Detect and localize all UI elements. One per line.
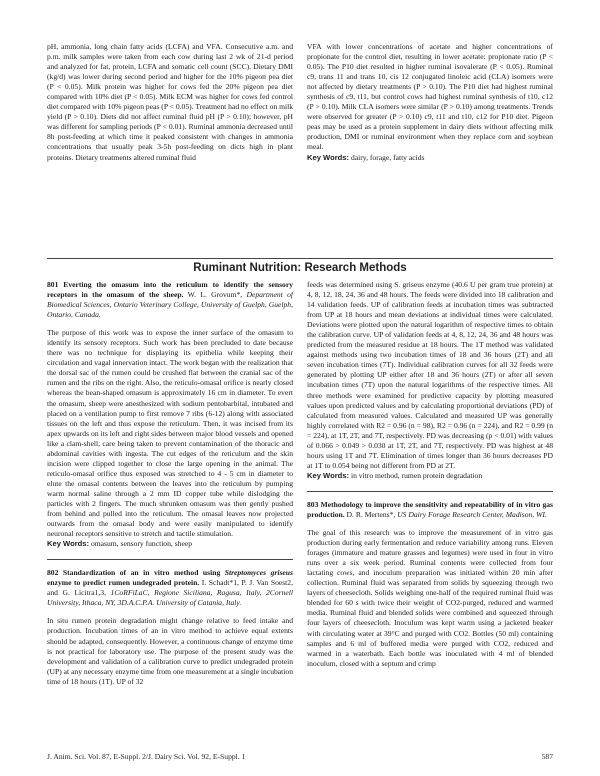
abstract-802-body: In situ rumen protein degradation might change relative to feed intake and production. Incubation times of an in vitro method to achieve equal extents should be adapted, consequently. However, a continuous change of enzyme time is not practical for laboratory use. The purpose of the present study was the development and validation of a calibration curve to predict undegraded protein (UP) at any necessary enzyme time from one measurement at a single incubation time of 18 hours (1T). UP of 32 [47,616,293,686]
keywords-text: dairy, forage, fatty acids [350,152,425,162]
prev-abstract-text-right: VFA with lower concentrations of acetate and higher concentrations of propionate for the control diet, resulting in lower acetate: propionate ratio (P < 0.05). The P10 diet resulted in higher ruminal isovalerate (P < 0.05). Ruminal c9, trans 11 and trans 10, cis 12 conjugated linoleic acid (CLA) isomers were not affected by dietary treatments (P > 0.10). The P10 diet had highest ruminal synthesis of c9, t11, but control cows had highest ruminal synthesis of t10, c12 (P > 0.10). Milk CLA isomers were similar (P > 0.10) among treatments. Trends were observed for greater (P > 0.10) c9, t11 and t10, c12 for P10 diet. Pigeon peas may be used as a protein supplement in dairy diets without affecting milk production, DMI or ruminal environment when they replace corn and soybean meal. [307,42,553,152]
abstract-title: Standardization of an in vitro method using [62,568,221,578]
left-column [47,280,293,687]
abstract-affiliation: US Dairy Forage Research Center, Madison, WI. [397,509,547,519]
abstract-802 [47,568,293,687]
prev-keywords [307,153,553,163]
abstract-802-keywords [307,471,553,481]
abstract-801-header [47,280,293,320]
abstract-separator [307,491,553,492]
right-column [307,280,553,669]
abstract-number: 802 [47,568,59,578]
prev-abstract-text-left: pH, ammonia, long chain fatty acids (LCFA) and VFA. Consecutive a.m. and p.m. milk samples were taken from each cow during last 2 wk of 21-d period and analyzed for fat, protein, LCFA and somatic cell count (SCC). Dietary DMI (kg/d) was lower during second period and higher for the 10% pigeon pea diet (P < 0.05). Milk protein was higher for cows fed the 20% pigeon pea diet compared with 10% diet (P < 0.05). Milk ECM was higher for cows fed control diet compared with 10% pigeon peas (P < 0.05). Treatment had no effect on milk yield (P > 0.10). Diets did not affect ruminal fluid pH (P > 0.10); however, pH was different for sampling periods (P < 0.01). Ruminal ammonia decreased until 8h post-feeding at which time it peaked consistent with changes in ammonia concentrations that usually peak 3-5h post-feeding on dicts high in plant proteins. Dietary treatments altered ruminal fluid [47,42,293,162]
keywords-label: Key Words: [307,470,350,480]
journal-citation: J. Anim. Sci. Vol. 87, E-Suppl. 2/J. Dairy Sci. Vol. 92, E-Suppl. 1 [47,752,246,761]
abstract-803-header [307,500,553,520]
keywords-label: Key Words: [307,152,350,162]
abstract-authors: W. L. Grovum*, [187,290,243,300]
keywords-text: in vitro method, rumen protein degradation [350,470,483,480]
abstract-affiliation: 1CoRFiLaC, Regione Siciliana, Ragusa, Italy, 2Cornell University, Ithaca, NY, 3D.A.C.P.A. University of Catania, Italy. [47,588,293,608]
keywords-text: omasum, sensory function, sheep [90,539,192,549]
section-title: Ruminant Nutrition: Research Methods [193,262,407,274]
keywords-label: Key Words: [47,539,90,549]
abstract-separator [47,559,293,560]
abstract-title: Methodology to improve the sensitivity and repeatability of in vitro gas production. [307,499,554,519]
abstract-801-keywords [47,539,293,549]
page-number: 587 [541,752,553,761]
abstract-number: 803 [307,499,319,509]
abstract-802-continued: feeds was determined using S. griseus enzyme (40.6 U per gram true protein) at 4, 8, 12, 18, 24, 36 and 48 hours. The feeds were divided into 18 calibration and 14 validation feeds. UP of calibration feeds at incubation times was subtracted from UP at 18 hours and mean deviations at individual times were calculated. Deviations were plotted upon the natural logarithm of respective times to obtain the calibration curve. UP of validation feeds at 4, 8, 12, 24, 36 and 48 hours was predicted from the measured residue at 18 hours. The 1T method was validated against methods using two incubation times of 18 and 36 hours (2T) and all seven incubation times (7T). Individual calibration curves for all 32 feeds were generated by plotting UP either after 18 and 36 hours (2T) or after all seven incubation times (7T) upon the natural logarithms of the respective times. All three methods were examined for predictive capacity by plotting measured values upon predicted values and by calculating proportional deviations (PD) of calculated from measured values. Calculated and measured UP was generally highly correlated with R2 = 0.96 (n = 98), R2 = 0.96 (n = 224), and R2 = 0.99 (n = 224), at 1T, 2T, and 7T, respectively. PD was decreasing (p < 0.01) with values of 0.066 > 0.049 > 0.030 at 1T, 2T, and 7T, respectively. PD was highest at 48 hours using 1T and 7T. Elimination of times longer than 36 hours decreases PD at 1T to 0.054 being not different from PD at 2T. [307,280,553,470]
abstract-title: Everting the omasum into the reticulum to identify the sensory receptors in the omasum of the sheep. [47,280,293,300]
abstract-801 [47,280,293,549]
top-left-column [47,42,293,163]
abstract-affiliation: Department of Biomedical Sciences, Ontario Veterinary College, University of Guelph, Guelph, Ontario, Canada. [47,290,293,320]
abstract-803 [307,500,553,669]
section-divider [47,258,553,259]
abstract-title-rest: enzyme to predict rumen undegraded protein. [47,578,200,588]
abstract-authors: I. Schadt*1, P. J. Van Soest2, and G. Licitra1,3, [47,578,293,598]
abstract-authors: D. R. Mertens*, [346,509,396,519]
abstract-title-species: Streptomyces griseus [224,568,293,578]
abstract-802-header [47,568,293,608]
top-right-column [307,42,553,163]
abstract-number: 801 [47,280,59,289]
abstract-801-body: The purpose of this work was to expose the inner surface of the omasum to identify its sensory receptors. Such work has been precluded to date because there was no technique for displaying its epithelia while keeping their circulation and vagal innervation intact. The work began with the realization that the dorsal sac of the rumen could be crushed flat between the cranial sac of the rumen and the ribs on the right. Also, the reticulo-omasal orifice is nearly closed whereas the bean-shaped omasum is approximately 16 cm in diameter. To evert the omasum, sheep were anesthesized with sodium pentobarbital, intubated and placed on a ventilation pump to first remove 7 ribs (6-12) along with associated tissues on the left and thus expose the reticulum. Then, it was incised from its apex upwards on its left and right sides between major blood vessels and opened like a clam-shell, care being taken to prevent contamination of the thoracic and abdominal cavities with ingesta. The cut edges of the reticulum and the skin incision were clipped together to close the large opening in the animal. The reticulo-omasal orifice thus exposed was stretched to 4 - 5 cm in diameter to elute the omasal contents between the leaves into the reticulum by pumping warm normal saline through a 2 mm ID copper tube while dislodging the particles with 2 fingers. The much shrunken omasum was then gently pushed from behind and pulled into the reticulum. The omasal leaves now projected outwards from the omasal body and were easily manipulated to identify neuronal receptors sensitive to stretch and tactile stimulation. [47,328,293,539]
abstract-803-body: The goal of this research was to improve the measurement of in vitro gas production during early fermentation and reduce variability among runs. Eleven forages (immature and mature grasses and legumes) were used in four in vitro runs over a six week period. Ruminal contents were collected from four lactating cows, and inoculum preparation was initiated within 20 min after collection. Ruminal fluid was separated from solids by squeezing through two layers of cheesecloth. Solids weighing one-half of the required ruminal fluid was blended for 60 s with twice their weight of CO2-purged, reduced and warmed media. Ruminal fluid and blended solids were combined and squeezed through four layers of cheesecloth. Inoculum was kept warm using a jacketed beaker with circulating water at 39°C and purged with CO2. Bottles (50 ml) containing samples and 6 ml of buffered media were purged with CO2, reduced and warmed in a waterbath. Each bottle was inoculated with 4 ml of blended inoculum, closed with a septum and crimp [307,528,553,668]
